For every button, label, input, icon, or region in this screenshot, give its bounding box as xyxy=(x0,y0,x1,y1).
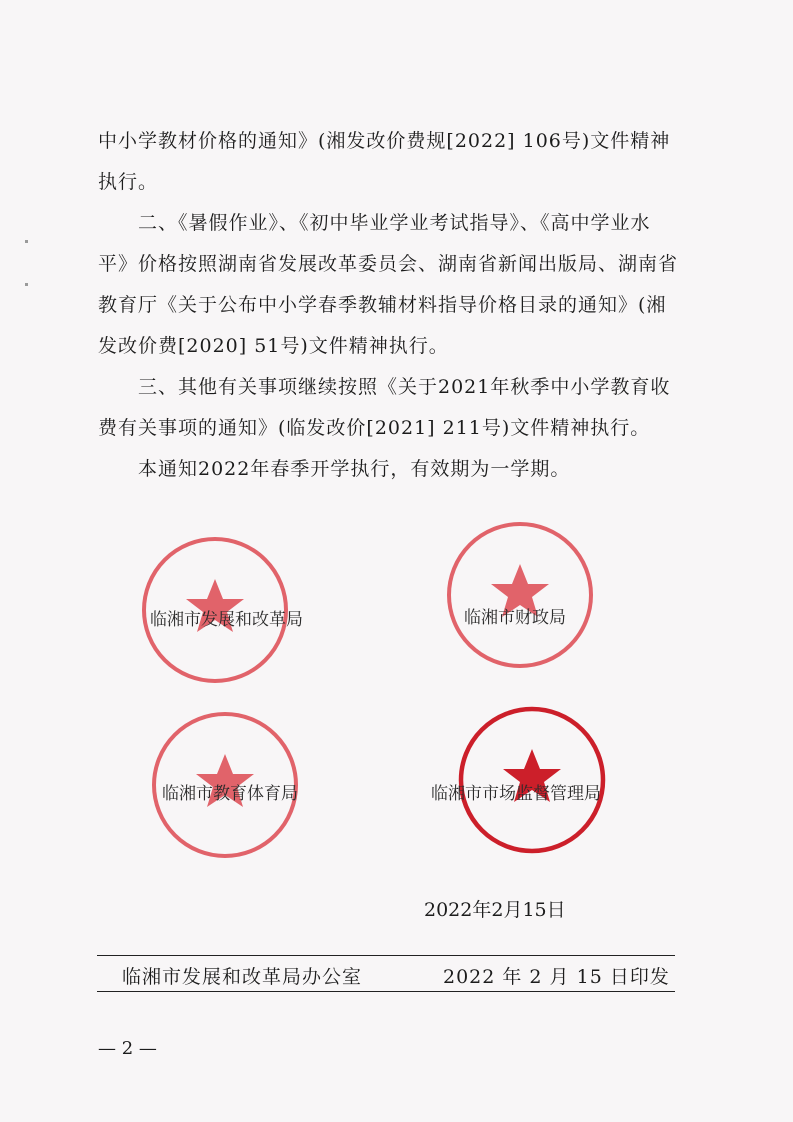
scan-mark xyxy=(25,283,28,286)
footer-issuer: 临湘市发展和改革局办公室 xyxy=(122,966,363,988)
page-number: — 2 — xyxy=(98,1038,157,1059)
seal-2-label: 临湘市财政局 xyxy=(464,608,566,628)
seal-2-graphic xyxy=(445,520,595,670)
footer-issue-date: 2022 年 2 月 15 日印发 xyxy=(443,966,670,988)
scan-mark xyxy=(25,240,28,243)
seal-1-label: 临湘市发展和改革局 xyxy=(150,610,303,630)
paragraph-4: 本通知2022年春季开学执行，有效期为一学期。 xyxy=(138,458,571,480)
seal-finance-bureau xyxy=(445,520,595,670)
paragraph-3: 三、其他有关事项继续按照《关于2021年秋季中小学教育收费有关事项的通知》(临发改价[2021] 211号)文件精神执行。 xyxy=(98,376,671,439)
seal-3-label: 临湘市教育体育局 xyxy=(162,784,298,804)
footer-bottom-rule xyxy=(97,991,675,992)
paragraph-1-continued: 中小学教材价格的通知》(湘发改价费规[2022] 106号)文件精神执行。 xyxy=(98,130,671,193)
paragraph-2: 二、《暑假作业》、《初中毕业学业考试指导》、《高中学业水平》价格按照湖南省发展改革委员会、湖南省新闻出版局、湖南省教育厅《关于公布中小学春季教辅材料指导价格目录的通知》(湘发改价费[2020] 51号)文件精神执行。 xyxy=(98,212,679,357)
signature-date: 2022年2月15日 xyxy=(424,899,566,921)
footer-top-rule xyxy=(97,955,675,956)
seal-4-label: 临湘市市场监督管理局 xyxy=(431,784,601,804)
